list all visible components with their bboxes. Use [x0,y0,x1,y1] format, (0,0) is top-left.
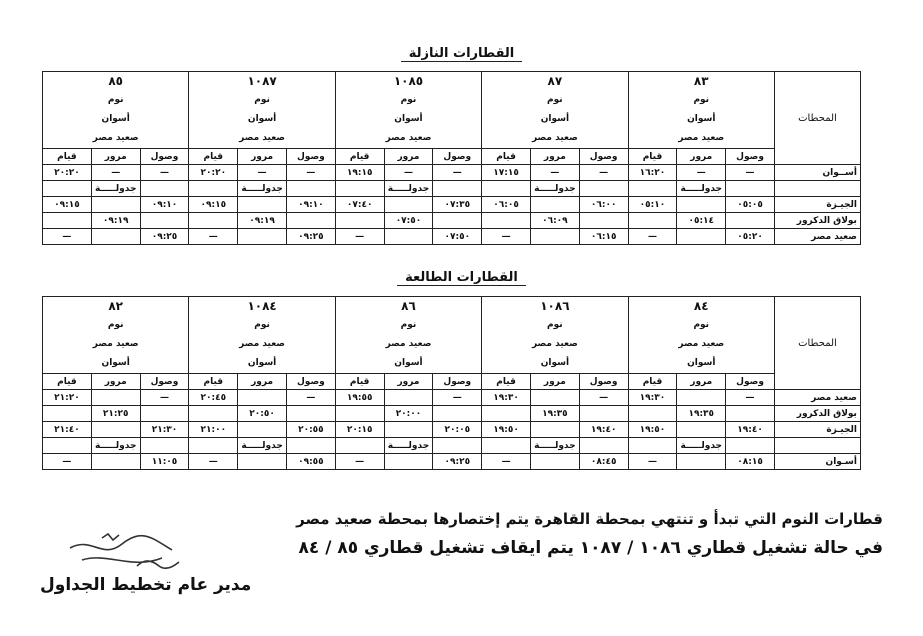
time-cell: ١٦:٢٠ [628,165,677,181]
col-arrival-label: وصول [726,149,775,165]
stations-header: المحطات [774,72,860,165]
time-cell: ٠٧:٤٠ [335,197,384,213]
train-type: نوم [254,95,270,105]
time-cell: جدولـــــة [238,438,287,454]
train-number: ١٠٨٤ [247,299,277,313]
time-cell: — [335,229,384,245]
train-type: نوم [693,320,710,330]
train-destination: أسوان [101,358,130,368]
station-name: أسـوان [774,454,860,470]
time-cell: — [579,390,628,406]
time-cell: — [628,229,677,245]
time-cell: — [482,229,531,245]
time-cell: ٢٠:١٥ [335,422,384,438]
time-cell [189,438,238,454]
time-cell: ٠٩:١٠ [140,197,189,213]
station-name [774,181,860,197]
down-trains-table [42,71,861,245]
time-cell [677,390,726,406]
table-row [43,229,861,245]
time-cell: ٠٥:١٠ [628,197,677,213]
time-cell: ٢٠:٠٥ [433,422,482,438]
stations-header: المحطات [774,297,860,390]
time-cell [384,229,433,245]
down-trains-title: القطارات النازلة [0,46,923,61]
time-cell [677,454,726,470]
time-cell [335,181,384,197]
time-cell: ١٩:١٥ [335,165,384,181]
col-departure-label: قيام [189,149,238,165]
time-cell: — [433,390,482,406]
time-cell: ٢١:٤٠ [43,422,92,438]
handwritten-signature [62,530,202,578]
note-line-2: في حالة تشغيل قطاري ١٠٨٦ / ١٠٨٧ يتم ايقاف تشغيل قطاري ٨٥ / ٨٤ [298,538,883,558]
time-cell [433,438,482,454]
time-cell: جدولـــــة [91,438,140,454]
time-cell: ٢٠:٢٠ [43,165,92,181]
time-cell [726,213,775,229]
time-cell [579,406,628,422]
time-cell [530,197,579,213]
time-cell: ١٩:٤٠ [726,422,775,438]
time-cell [140,181,189,197]
time-cell [726,181,775,197]
time-cell: ٠٨:٤٥ [579,454,628,470]
train-header [189,297,335,374]
time-cell: — [726,390,775,406]
time-cell: جدولـــــة [677,438,726,454]
time-cell: — [335,454,384,470]
train-origin: صعيد مصر [385,339,432,349]
train-destination: أسوان [247,358,277,368]
time-cell [91,229,140,245]
time-cell: جدولـــــة [238,181,287,197]
time-cell [189,406,238,422]
time-cell: — [238,165,287,181]
time-cell: — [433,165,482,181]
time-cell [238,197,287,213]
time-cell [579,213,628,229]
train-number: ١٠٨٦ [540,299,570,313]
station-name: الجيـزة [774,197,860,213]
train-origin: أسوان [540,114,570,124]
time-cell [43,181,92,197]
time-cell: جدولـــــة [530,438,579,454]
time-cell [286,438,335,454]
train-origin: صعيد مصر [239,339,285,349]
col-departure-label: قيام [189,374,238,390]
time-cell: ٠٩:١٥ [189,197,238,213]
time-cell [530,454,579,470]
train-destination: صعيد مصر [92,133,139,143]
time-cell [384,422,433,438]
time-cell: — [530,165,579,181]
time-cell [433,213,482,229]
time-cell: — [579,165,628,181]
time-cell [628,438,677,454]
col-arrival-label: وصول [140,149,189,165]
table-row [43,181,861,197]
time-cell [189,181,238,197]
time-cell: ١٩:٥٥ [335,390,384,406]
time-cell: ٠٧:٣٥ [433,197,482,213]
train-header [43,72,189,149]
col-pass-label: مرور [238,374,287,390]
time-cell: ١٩:٥٠ [628,422,677,438]
time-cell [530,229,579,245]
time-cell: جدولـــــة [91,181,140,197]
time-cell [530,390,579,406]
time-cell: ١٧:١٥ [482,165,531,181]
train-type: نوم [254,320,270,330]
time-cell: ٠٩:١٥ [43,197,92,213]
station-name: صعيد مصر [774,229,860,245]
col-arrival-label: وصول [433,149,482,165]
time-cell: — [189,229,238,245]
time-cell [433,406,482,422]
train-origin: أسوان [687,114,716,124]
time-cell [482,181,531,197]
col-arrival-label: وصول [726,374,775,390]
time-cell [286,181,335,197]
table-row [43,165,861,181]
table-row [43,422,861,438]
time-cell [91,197,140,213]
time-cell [140,406,189,422]
col-departure-label: قيام [335,374,384,390]
table-row [43,390,861,406]
time-cell: ١٩:٥٠ [482,422,531,438]
time-cell: ١٩:٣٥ [677,406,726,422]
time-cell [726,438,775,454]
train-origin: أسوان [247,114,277,124]
train-number: ٨٢ [108,299,124,313]
train-destination: أسوان [540,358,570,368]
time-cell: — [726,165,775,181]
time-cell: ٠٦:٠٩ [530,213,579,229]
time-cell [238,422,287,438]
time-cell: ٢٠:٢٠ [189,165,238,181]
col-departure-label: قيام [482,149,531,165]
time-cell: ٠٧:٥٠ [433,229,482,245]
train-type: نوم [107,320,124,330]
train-origin: صعيد مصر [531,339,578,349]
note-line-1: قطارات النوم التي تبدأ و تنتهي بمحطة القاهرة يتم إختصارها بمحطة صعيد مصر [296,510,883,528]
time-cell [140,213,189,229]
time-cell: ١٩:٣٥ [530,406,579,422]
train-header [482,297,628,374]
train-number: ٨٦ [401,299,416,313]
time-cell: جدولـــــة [530,181,579,197]
time-cell [91,422,140,438]
time-cell: — [140,165,189,181]
time-cell [43,438,92,454]
col-departure-label: قيام [335,149,384,165]
time-cell [335,438,384,454]
time-cell [482,213,531,229]
train-number: ١٠٨٥ [393,74,424,88]
train-number: ٨٧ [547,74,563,88]
time-cell: — [91,165,140,181]
train-destination: أسوان [394,358,423,368]
time-cell: — [677,165,726,181]
time-cell: — [628,454,677,470]
train-destination: صعيد مصر [385,133,432,143]
time-cell: — [286,390,335,406]
time-cell: ٢١:٠٠ [189,422,238,438]
table-row [43,197,861,213]
train-destination: أسوان [687,358,716,368]
time-cell: — [482,454,531,470]
train-origin: أسوان [101,114,130,124]
train-type: نوم [547,320,563,330]
time-cell: ٢٠:٥٥ [286,422,335,438]
col-pass-label: مرور [530,374,579,390]
time-cell: ٠٩:١٠ [286,197,335,213]
time-cell [335,406,384,422]
train-header [628,297,774,374]
time-cell: ٠٦:٠٥ [482,197,531,213]
time-cell [43,406,92,422]
time-cell [189,213,238,229]
time-cell: ٠٥:٠٥ [726,197,775,213]
train-header [335,72,481,149]
time-cell [384,390,433,406]
time-cell [628,181,677,197]
time-cell: ٢٠:٤٥ [189,390,238,406]
time-cell: — [43,454,92,470]
train-header [482,72,628,149]
col-arrival-label: وصول [579,374,628,390]
time-cell [238,390,287,406]
time-cell: — [43,229,92,245]
time-cell: ٠٩:٥٥ [286,454,335,470]
col-arrival-label: وصول [140,374,189,390]
col-pass-label: مرور [530,149,579,165]
signature-title: مدير عام تخطيط الجداول [40,575,252,595]
col-pass-label: مرور [677,149,726,165]
train-origin: صعيد مصر [92,339,139,349]
time-cell: ٠٦:٠٠ [579,197,628,213]
table-row [43,438,861,454]
time-cell [677,422,726,438]
time-cell: ١٩:٣٠ [628,390,677,406]
time-cell [286,406,335,422]
train-header [628,72,774,149]
train-number: ٨٤ [693,299,709,313]
time-cell: ٠٩:٢٥ [140,229,189,245]
time-cell: ٠٨:١٥ [726,454,775,470]
time-cell: — [286,165,335,181]
time-cell: — [189,454,238,470]
time-cell [238,229,287,245]
time-cell [384,454,433,470]
train-type: نوم [693,95,710,105]
col-pass-label: مرور [384,149,433,165]
time-cell [628,406,677,422]
time-cell: ٠٧:٥٠ [384,213,433,229]
time-cell: ٠٩:١٩ [238,213,287,229]
station-name: صعيد مصر [774,390,860,406]
station-name: أســوان [774,165,860,181]
time-cell: ٠٥:١٤ [677,213,726,229]
train-destination: صعيد مصر [531,133,578,143]
col-pass-label: مرور [91,149,140,165]
col-departure-label: قيام [628,149,677,165]
time-cell: ١٩:٣٠ [482,390,531,406]
time-cell [140,438,189,454]
time-cell: ٢٠:٠٠ [384,406,433,422]
train-type: نوم [547,95,563,105]
time-cell [579,181,628,197]
time-cell: جدولـــــة [384,181,433,197]
station-name: بولاق الدكرور [774,406,860,422]
col-pass-label: مرور [384,374,433,390]
col-arrival-label: وصول [286,374,335,390]
time-cell: — [140,390,189,406]
time-cell [579,438,628,454]
col-pass-label: مرور [91,374,140,390]
train-header [335,297,481,374]
time-cell: ٠٩:٢٥ [286,229,335,245]
time-cell [286,213,335,229]
table-row [43,454,861,470]
time-cell [482,438,531,454]
time-cell: ٢٠:٥٠ [238,406,287,422]
col-departure-label: قيام [482,374,531,390]
time-cell [628,213,677,229]
train-destination: صعيد مصر [239,133,285,143]
time-cell [238,454,287,470]
table-row [43,406,861,422]
col-pass-label: مرور [238,149,287,165]
time-cell: ٠٩:٢٥ [433,454,482,470]
time-cell: ٠٦:١٥ [579,229,628,245]
time-cell: جدولـــــة [384,438,433,454]
time-cell: ٢١:٢٠ [43,390,92,406]
time-cell [530,422,579,438]
time-cell [43,213,92,229]
train-type: نوم [107,95,124,105]
time-cell: — [384,165,433,181]
train-type: نوم [400,320,417,330]
train-header [189,72,335,149]
col-arrival-label: وصول [433,374,482,390]
time-cell [726,406,775,422]
train-number: ١٠٨٧ [247,74,277,88]
time-cell: ١١:٠٥ [140,454,189,470]
time-cell: ٠٩:١٩ [91,213,140,229]
col-pass-label: مرور [677,374,726,390]
time-cell [91,390,140,406]
time-cell: ٢١:٣٠ [140,422,189,438]
time-cell [384,197,433,213]
train-number: ٨٣ [693,74,709,88]
train-type: نوم [400,95,417,105]
time-cell [91,454,140,470]
time-cell: ٢١:٢٥ [91,406,140,422]
up-trains-title: القطارات الطالعة [0,270,923,285]
time-cell [677,229,726,245]
up-trains-table [42,296,861,470]
table-row [43,213,861,229]
col-arrival-label: وصول [579,149,628,165]
col-departure-label: قيام [43,374,92,390]
time-cell: جدولـــــة [677,181,726,197]
time-cell [482,406,531,422]
time-cell [433,181,482,197]
station-name: بولاق الدكرور [774,213,860,229]
col-arrival-label: وصول [286,149,335,165]
time-cell [335,213,384,229]
station-name: الجيـزة [774,422,860,438]
train-origin: أسوان [394,114,423,124]
station-name [774,438,860,454]
time-cell: ٠٥:٢٠ [726,229,775,245]
col-departure-label: قيام [628,374,677,390]
col-departure-label: قيام [43,149,92,165]
time-cell [677,197,726,213]
train-destination: صعيد مصر [678,133,725,143]
train-origin: صعيد مصر [678,339,725,349]
time-cell: ١٩:٤٠ [579,422,628,438]
train-number: ٨٥ [108,74,124,88]
train-header [43,297,189,374]
